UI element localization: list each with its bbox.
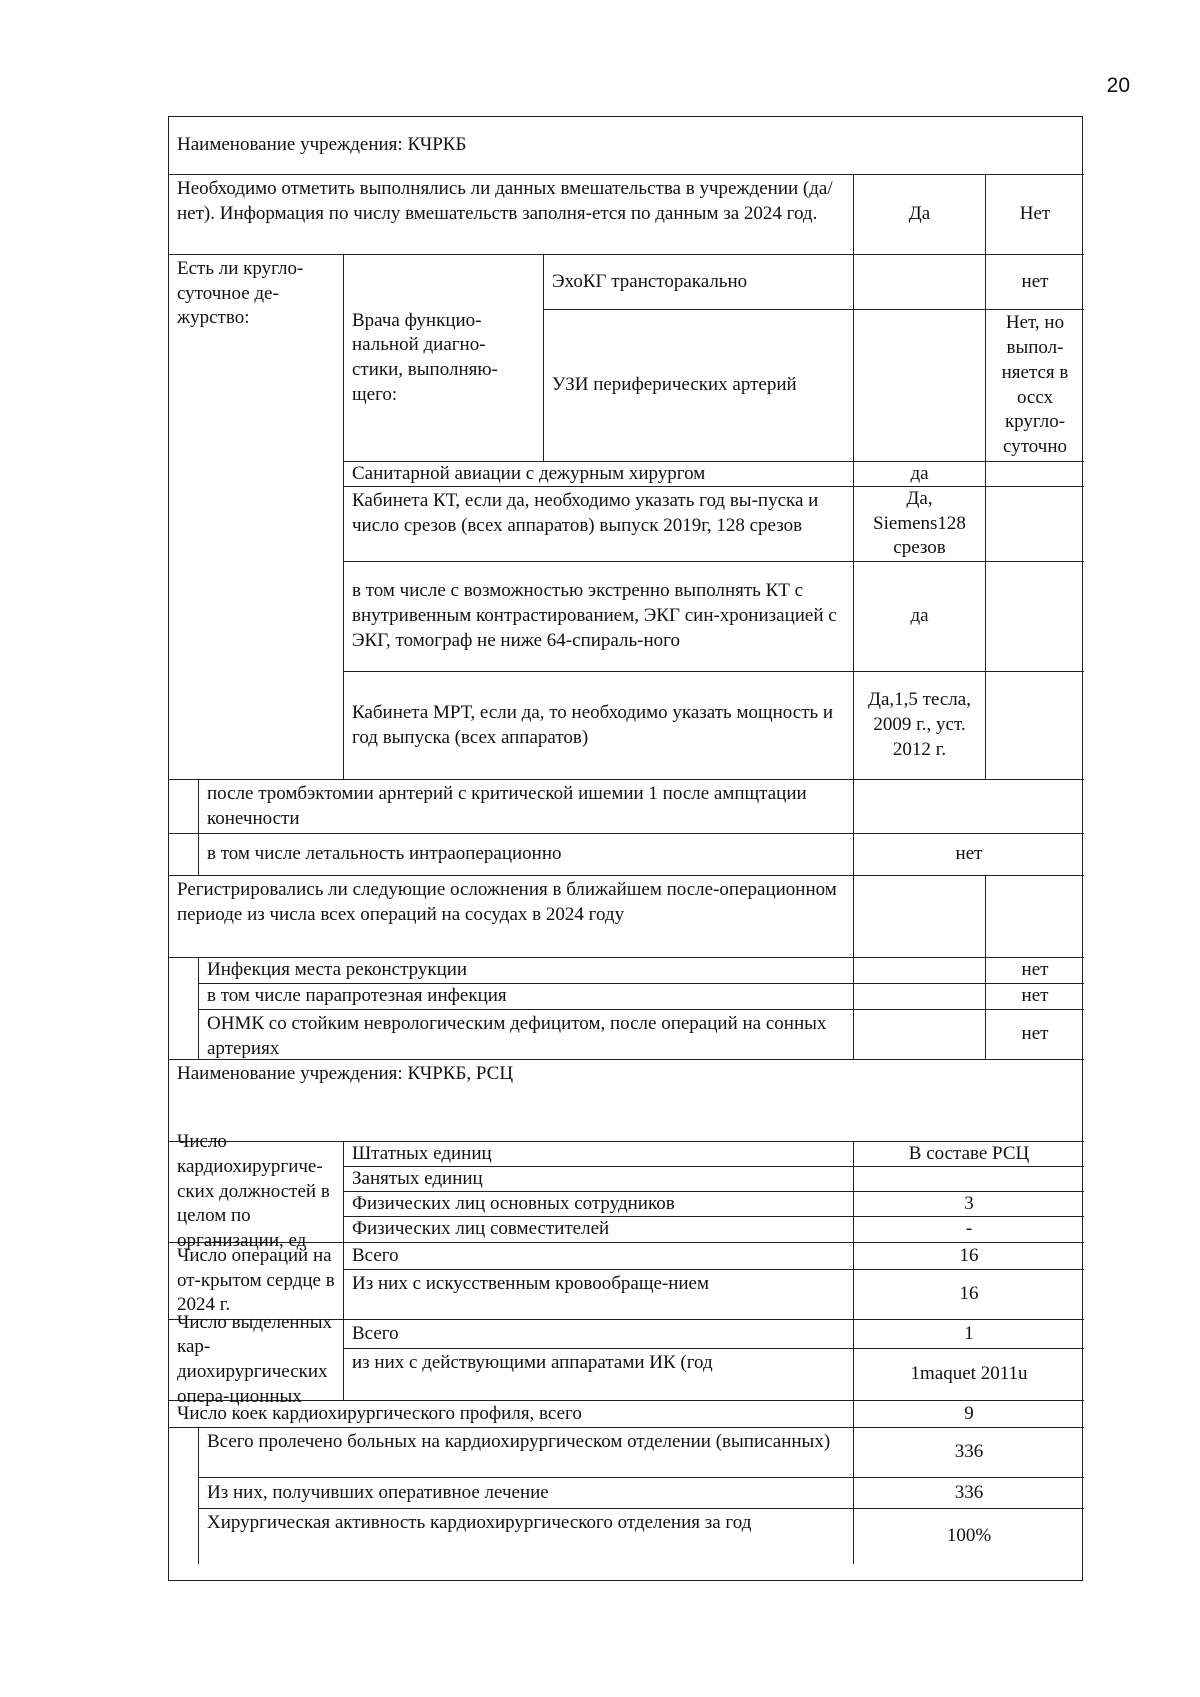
page-number: 20: [1106, 74, 1130, 97]
occupied-units-label: Занятых единиц: [344, 1167, 854, 1192]
paraprosthetic-no-cell: нет: [986, 984, 1084, 1010]
uzi-yes-cell: [854, 310, 986, 462]
occupied-units-value: [854, 1167, 1084, 1192]
aviation-yes-cell: да: [854, 462, 986, 487]
or-cpb-value: 1maquet 2011u: [854, 1349, 1084, 1401]
mri-no-cell: [986, 672, 1084, 780]
cpb-value: 16: [854, 1270, 1084, 1320]
intraop-label: в том числе летальность интраоперационно: [199, 834, 854, 876]
or-total-value: 1: [854, 1320, 1084, 1349]
stroke-no-cell: нет: [986, 1010, 1084, 1060]
ct-contrast-no-cell: [986, 562, 1084, 672]
activity-label: Хирургическая активность кардиохирургического отделения за год: [199, 1509, 854, 1564]
indent-cell: [169, 958, 199, 1060]
aviation-label: Санитарной авиации с дежурным хирургом: [344, 462, 854, 487]
institution-title: Наименование учреждения: КЧРКБ: [169, 117, 1084, 175]
intraop-value: нет: [854, 834, 1084, 876]
thrombectomy-value: [854, 780, 1084, 834]
activity-value: 100%: [946, 1525, 992, 1547]
col-no-header: Нет: [986, 175, 1084, 255]
indent-cell: [169, 780, 199, 834]
aviation-no-cell: [986, 462, 1084, 487]
or-label: Число выделенных кар-диохирургических опера-ционных: [169, 1320, 344, 1401]
ct-contrast-yes-cell: да: [854, 562, 986, 672]
open-heart-label: Число операций на от-крытом сердце в 2024 г.: [169, 1243, 344, 1320]
operated-label: Из них, получивших оперативное лечение: [199, 1478, 854, 1509]
positions-label: Число кардиохирургиче-ских должностей в целом по организации, ед: [169, 1142, 344, 1243]
col-yes-header: Да: [854, 175, 986, 255]
beds-label: Число коек кардиохирургического профиля, всего: [169, 1401, 854, 1428]
open-heart-total-label: Всего: [344, 1243, 854, 1270]
uzi-no-cell: Нет, но выпол-няется в оссх кругло-суточно: [986, 310, 1084, 462]
infection-no-cell: нет: [986, 958, 1084, 984]
echo-yes-cell: [854, 255, 986, 310]
stroke-yes-cell: [854, 1010, 986, 1060]
duty-label: Есть ли кругло-суточное де-журство:: [169, 255, 344, 780]
part-time-label: Физических лиц совместителей: [344, 1217, 854, 1243]
infection-label: Инфекция места реконструкции: [199, 958, 854, 984]
ct-label: Кабинета КТ, если да, необходимо указать год вы-пуска и число срезов (всех аппаратов) выпуск 2019г, 128 срезов: [344, 487, 854, 562]
cpb-label: Из них с искусственным кровообраще-нием: [344, 1270, 854, 1320]
paraprosthetic-label: в том числе парапротезная инфекция: [199, 984, 854, 1010]
ct-no-cell: [986, 487, 1084, 562]
infection-yes-cell: [854, 958, 986, 984]
treated-value: 336: [854, 1428, 1084, 1478]
paraprosthetic-yes-cell: [854, 984, 986, 1010]
indent-cell: [169, 1428, 199, 1564]
part-time-value: -: [854, 1217, 1084, 1243]
report-table: [168, 116, 1083, 1581]
complications-no-cell: [986, 876, 1084, 958]
echo-no-cell: нет: [986, 255, 1084, 310]
ct-yes-cell: Да, Siemens128 срезов: [854, 487, 986, 562]
open-heart-total-value: 16: [854, 1243, 1084, 1270]
main-staff-value: 3: [854, 1192, 1084, 1217]
mri-yes-cell: Да,1,5 тесла, 2009 г., уст. 2012 г.: [854, 672, 986, 780]
echo-label: ЭхоКГ трансторакально: [544, 255, 854, 310]
staff-units-label: Штатных единиц: [344, 1142, 854, 1167]
staff-units-value: В составе РСЦ: [854, 1142, 1084, 1167]
treated-label: Всего пролечено больных на кардиохирургическом отделении (выписанных): [199, 1428, 854, 1478]
uzi-label: УЗИ периферических артерий: [544, 310, 854, 462]
operated-value: 336: [854, 1478, 1084, 1509]
institution-title-2: Наименование учреждения: КЧРКБ, РСЦ: [169, 1060, 1084, 1142]
or-total-label: Всего: [344, 1320, 854, 1349]
doctor-label: Врача функцио-нальной диагно-стики, выполняю-щего:: [344, 255, 544, 462]
instruction-text: Необходимо отметить выполнялись ли данных вмешательства в учреждении (да/нет). Информация по числу вмешательств заполня-ется по данным за 2024 год.: [169, 175, 854, 255]
complications-yes-cell: [854, 876, 986, 958]
indent-cell: [169, 834, 199, 876]
mri-label: Кабинета МРТ, если да, то необходимо указать мощность и год выпуска (всех аппаратов): [344, 672, 854, 780]
complications-label: Регистрировались ли следующие осложнения в ближайшем после-операционном периоде из числа всех операций на сосудах в 2024 году: [169, 876, 854, 958]
ct-contrast-label: в том числе с возможностью экстренно выполнять КТ с внутривенным контрастированием, ЭКГ син-хронизацией с ЭКГ, томограф не ниже 64-спираль-ного: [344, 562, 854, 672]
stroke-label: ОНМК со стойким неврологическим дефицитом, после операций на сонных артериях: [199, 1010, 854, 1060]
main-staff-label: Физических лиц основных сотрудников: [344, 1192, 854, 1217]
beds-value: 9: [854, 1401, 1084, 1428]
thrombectomy-label: после тромбэктомии арнтерий с критической ишемии 1 после ампщтации конечности: [199, 780, 854, 834]
or-cpb-label: из них с действующими аппаратами ИК (год: [344, 1349, 854, 1401]
